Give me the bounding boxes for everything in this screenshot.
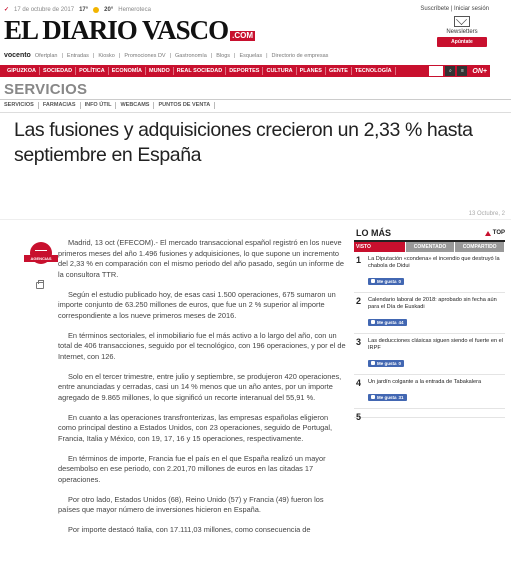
most-read-header (354, 228, 505, 242)
network-link[interactable]: Directorio de empresas (271, 52, 329, 59)
article-paragraph: Según el estudio publicado hoy, de esas casi 1.500 operaciones, 675 sumaron un importe conjunto de 63.250 millones de euros, que fue un 2 % superior al importe correspondiente a los nueve primeros meses de 2016. (58, 289, 336, 320)
newsletter-box[interactable] (437, 16, 487, 47)
nav-item-tecnologia[interactable]: TECNOLOGÍA (352, 67, 396, 75)
network-link[interactable]: Esquelas (239, 52, 263, 59)
nav-item-cultura[interactable]: CULTURA (263, 67, 296, 75)
rank-number: 5 (356, 412, 362, 422)
list-item[interactable] (354, 334, 505, 375)
subscribe-link[interactable]: Suscríbete (420, 6, 450, 12)
rank-number: 1 (356, 255, 362, 265)
subnav-webcams[interactable]: WEBCAMS (116, 102, 154, 109)
header-date: 17 de octubre de 2017 (14, 6, 75, 13)
like-button[interactable]: Me gusta 44 (368, 319, 407, 326)
list-item[interactable] (354, 252, 505, 293)
list-item[interactable] (354, 375, 505, 409)
network-link[interactable]: Promociones DV (124, 52, 166, 59)
list-item[interactable] (354, 293, 505, 334)
like-count: 0 (398, 360, 402, 366)
triangle-up-icon (485, 231, 491, 236)
logo-text: EL DIARIO VASCO (4, 15, 229, 45)
tab-compartido[interactable]: COMPARTIDO (455, 242, 505, 252)
like-button[interactable]: Me gusta 0 (368, 278, 404, 285)
article-paragraph: En términos sectoriales, el inmobiliario fue el más activo a lo largo del año, con un total de 406 transacciones, seguido por el tecnológico, con 196 operaciones, y por el de Internet, con 126. (58, 330, 346, 361)
network-link[interactable]: Kiosko (98, 52, 115, 59)
newsletter-subscribe-button[interactable]: Apúntate (437, 37, 487, 47)
like-count: 31 (398, 394, 404, 400)
weather-temp-max: 20° (104, 6, 114, 13)
most-read-tabs (354, 242, 505, 252)
thumbs-up-icon (371, 395, 375, 399)
archive-link[interactable]: Hemeroteca (118, 6, 151, 13)
login-link[interactable]: Iniciar sesión (453, 6, 489, 12)
article-paragraph: Madrid, 13 oct (EFECOM).- El mercado transaccional español registró en los nueve primeros meses del año 1.496 fusiones y adquisiciones, lo que supone un incremento del 2,33 % en comparación con el mismo periodo del año pasado, según un informe de la consultora TTR. (58, 238, 344, 279)
list-item-title[interactable]: Las deducciones clásicas siguen siendo el fuerte en el IRPF (368, 338, 503, 351)
network-link[interactable]: Gastronomía (175, 52, 207, 59)
subnav-servicios[interactable]: SERVICIOS (4, 102, 39, 109)
article-paragraph: Solo en el tercer trimestre, entre julio y septiembre, se produjeron 420 operaciones, entre anunciadas y cerradas, casi un 14 % menos que un año antes, por un importe agregado de 9.865 millones, lo que significó un recorte interanual del 55,91 %. (58, 371, 342, 402)
logo-suffix: .COM (232, 31, 253, 40)
section-subnav (4, 102, 215, 109)
thumbs-up-icon (371, 279, 375, 283)
site-header (0, 0, 511, 64)
like-button[interactable]: Me gusta 31 (368, 394, 407, 401)
menu-icon[interactable]: ≡ (457, 66, 467, 76)
nav-item-politica[interactable]: POLÍTICA (76, 67, 109, 75)
network-link[interactable]: Entradas (66, 52, 89, 59)
subnav-puntos-venta[interactable]: PUNTOS DE VENTA (154, 102, 215, 109)
most-read-title: LO MÁS (356, 228, 391, 238)
article-dateline: 13 Octubre, 2 (468, 211, 505, 217)
section-title: SERVICIOS (4, 81, 88, 98)
nav-item-economia[interactable]: ECONOMÍA (109, 67, 146, 75)
subnav-divider (0, 112, 511, 113)
article-paragraph: Por otro lado, Estados Unidos (68), Reino Unido (57) y Francia (49) fueron los países que mayor número de inversiones hicieron en España. (58, 494, 324, 514)
subnav-info-util[interactable]: INFO ÚTIL (81, 102, 117, 109)
nav-item-real-sociedad[interactable]: REAL SOCIEDAD (174, 67, 226, 75)
rank-number: 2 (356, 296, 362, 306)
nav-item-planes[interactable]: PLANES (297, 67, 326, 75)
main-nav-items (4, 67, 429, 75)
tab-visto[interactable]: VISTO (354, 242, 406, 252)
headline-divider (0, 219, 511, 220)
article-body (58, 238, 346, 545)
nav-item-sociedad[interactable]: SOCIEDAD (40, 67, 76, 75)
main-nav (0, 65, 490, 77)
like-count: 0 (398, 278, 402, 284)
top-label: TOP (492, 230, 505, 236)
site-logo[interactable] (4, 17, 255, 44)
list-item-title[interactable]: La Diputación «condena» el incendio que destruyó la chabola de Didui (368, 256, 500, 269)
weather-temp: 17° (79, 6, 89, 13)
rank-number: 3 (356, 337, 362, 347)
article-paragraph: En cuanto a las operaciones transfronterizas, las empresas españolas eligieron como principal destino a Estados Unidos, con 23 operaciones, seguido de Portugal, Francia, Italia y México, con 19, 17, 16 y 15 operaciones, respectivamente. (58, 412, 333, 443)
thumbs-up-icon (371, 361, 375, 365)
like-count: 44 (398, 319, 404, 325)
tab-comentado[interactable]: COMENTADO (406, 242, 456, 252)
network-bar: vocento Ofertplan | Entradas | Kiosko | Promociones DV | Gastronomía | Blogs | Esquelas | Directorio de empresas (4, 52, 329, 59)
print-icon[interactable] (36, 282, 44, 289)
vocento-logo[interactable]: vocento (4, 52, 31, 59)
article-paragraph: Por importe destacó Italia, con 17.111,03 millones, como consecuencia de (68, 525, 311, 534)
thumbs-up-icon (371, 320, 375, 324)
section-divider (0, 99, 511, 100)
header-meta (4, 6, 151, 13)
most-read-widget (354, 228, 505, 422)
list-item-title[interactable]: Calendario laboral de 2018: aprobado sin fecha aún para el Día de Euskadi (368, 297, 497, 310)
nav-item-deportes[interactable]: DEPORTES (226, 67, 263, 75)
article-paragraph: En términos de importe, Francia fue el país en el que España realizó un mayor desembolso en ese periodo, con 2.201,70 millones de euros en las citadas 17 operaciones. (58, 453, 326, 484)
search-icon[interactable]: ⌕ (445, 66, 455, 76)
nav-item-mundo[interactable]: MUNDO (146, 67, 174, 75)
search-input[interactable] (429, 66, 443, 76)
network-link[interactable]: Ofertplan (34, 52, 58, 59)
article-headline: Las fusiones y adquisiciones crecieron un 2,33 % hasta septiembre en España (14, 119, 473, 166)
account-links: Suscríbete | Iniciar sesión (420, 6, 489, 12)
newsletters-label: Newsletters (446, 29, 478, 35)
network-link[interactable]: Blogs (216, 52, 231, 59)
onplus-link[interactable]: ON+ (472, 67, 487, 75)
subnav-farmacias[interactable]: FARMACIAS (39, 102, 81, 109)
list-item-title[interactable]: Un jardín colgante a la entrada de Tabakalera (368, 379, 482, 385)
sun-icon (93, 7, 99, 13)
agency-label: AGENCIAS (24, 255, 58, 262)
like-button[interactable]: Me gusta 0 (368, 360, 404, 367)
nav-item-gipuzkoa[interactable]: GIPUZKOA (4, 67, 40, 75)
mail-icon (454, 16, 470, 27)
twitter-icon[interactable]: ✓ (4, 7, 10, 13)
top-badge (485, 230, 505, 236)
nav-item-gente[interactable]: GENTE (326, 67, 352, 75)
rank-number: 4 (356, 378, 362, 388)
list-item[interactable] (354, 409, 505, 422)
